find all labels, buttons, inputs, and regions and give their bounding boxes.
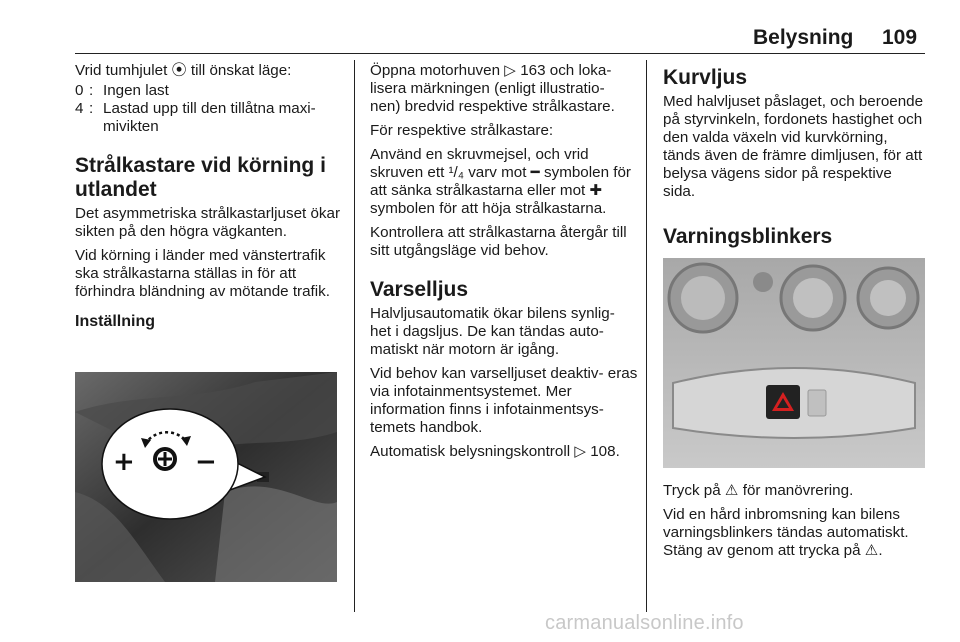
text: 108. xyxy=(590,443,620,460)
column-divider-1 xyxy=(354,60,355,612)
paragraph: För respektive strålkastare: xyxy=(370,122,554,139)
heading-drl: Varselljus xyxy=(370,278,469,301)
page-number: 109 xyxy=(882,26,918,49)
def-colon: : xyxy=(89,82,94,99)
text: Öppna motorhuven xyxy=(370,62,501,79)
def-value: Ingen last xyxy=(103,82,169,99)
page-header-title: Belysning xyxy=(753,26,854,49)
def-value: Lastad upp till den tillåtna maxi- mivikten xyxy=(103,100,316,135)
definition-row xyxy=(75,82,343,100)
column-divider-2 xyxy=(646,60,647,612)
heading-foreign-driving: Strålkastare vid körning i utlandet xyxy=(75,154,326,201)
text: Automatisk belysningskontroll xyxy=(370,443,571,460)
paragraph xyxy=(370,62,638,116)
paragraph: Vid körning i länder med vänstertrafik ska strålkastarna ställas in för att förhindra bländning av mötande trafik. xyxy=(75,247,330,300)
header-divider xyxy=(75,53,925,54)
heading-cornering-light: Kurvljus xyxy=(663,66,748,89)
thumbwheel-intro: Vrid tumhjulet ⦿ till önskat läge: xyxy=(75,62,292,79)
def-colon: : xyxy=(89,100,94,117)
paragraph: Med halvljuset påslaget, och beroende på styrvinkeln, fordonets hastighet och den valda växeln vid kurvkörning, tänds även de främre dimljusen, för att belysa vägens sidor på respektive sida. xyxy=(663,93,924,200)
headlamp-adjust-photo xyxy=(75,372,337,582)
column-1 xyxy=(75,62,343,339)
plus-symbol: + xyxy=(113,447,135,477)
paragraph: Vid en hård inbromsning kan bilens varningsblinkers tändas automatiskt. Stäng av genom att trycka på ⚠. xyxy=(663,506,909,559)
page-ref-arrow-icon: ▷ xyxy=(504,62,516,79)
paragraph: Tryck på ⚠ för manövrering. xyxy=(663,482,854,499)
column-3-lower xyxy=(663,482,928,566)
page-ref-arrow-icon: ▷ xyxy=(574,443,586,460)
heading-hazard-lights: Varningsblinkers xyxy=(663,225,833,248)
def-key: 4 xyxy=(75,100,84,117)
paragraph: Det asymmetriska strålkastarljuset ökar sikten på den högra vägkanten. xyxy=(75,205,341,240)
paragraph: Vid behov kan varselljuset deaktiv- eras via infotainmentsystemet. Mer information finns i infotainmentsys- temets handbok. xyxy=(370,365,638,436)
paragraph xyxy=(370,443,638,461)
footer-watermark: carmanualsonline.info xyxy=(545,612,744,634)
paragraph: Använd en skruvmejsel, och vrid skruven ett ¹/₄ varv mot ━ symbolen för att sänka strålkastarna eller mot ✚ symbolen för att höja strålkastarna. xyxy=(370,146,631,217)
definition-row xyxy=(75,100,343,136)
heading-adjustment: Inställning xyxy=(75,313,155,330)
paragraph: Halvljusautomatik ökar bilens synlig- het i dagsljus. De kan tändas auto- matiskt när motorn är igång. xyxy=(370,305,615,358)
paragraph: Kontrollera att strålkastarna återgår till sitt utgångsläge vid behov. xyxy=(370,224,627,259)
def-key: 0 xyxy=(75,82,84,99)
hazard-switch-photo xyxy=(663,258,925,468)
text: 163 och loka- lisera märkningen (enligt illustratio- nen) bredvid respektive strålkastare. xyxy=(370,62,615,115)
column-3 xyxy=(663,62,928,252)
minus-symbol: − xyxy=(195,447,217,477)
column-2 xyxy=(370,62,638,467)
